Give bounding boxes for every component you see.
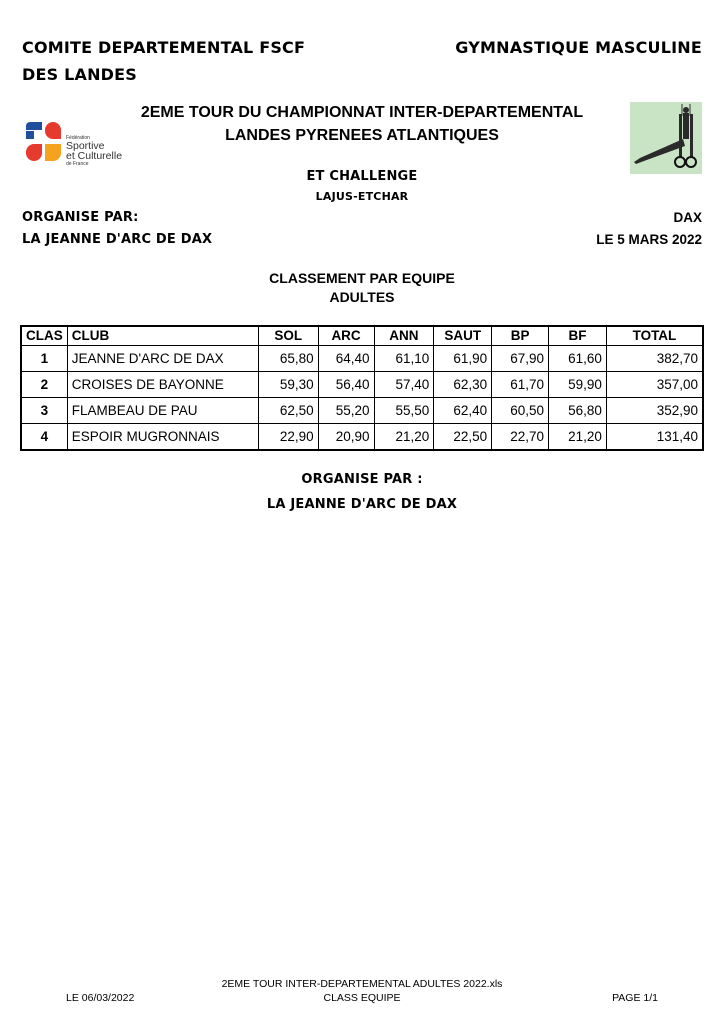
rank-cell: 3 xyxy=(21,398,67,424)
table-header-row xyxy=(21,326,703,346)
logo-text: Fédération Sportive et Culturelle de France xyxy=(66,135,123,167)
column-header-bf: BF xyxy=(549,326,607,346)
committee-name-line1: COMITE DEPARTEMENTAL FSCF xyxy=(22,38,306,57)
bp-cell: 67,90 xyxy=(492,346,549,372)
club-cell: ESPOIR MUGRONNAIS xyxy=(67,424,258,451)
table-row xyxy=(21,398,703,424)
challenge-name: LAJUS-ETCHAR xyxy=(315,190,409,203)
ann-cell: 21,20 xyxy=(374,424,434,451)
ann-cell: 55,50 xyxy=(374,398,434,424)
bf-cell: 61,60 xyxy=(549,346,607,372)
table-row xyxy=(21,372,703,398)
rank-cell: 1 xyxy=(21,346,67,372)
column-header-ann: ANN xyxy=(374,326,434,346)
arc-cell: 56,40 xyxy=(318,372,374,398)
arc-cell: 20,90 xyxy=(318,424,374,451)
column-header-club: CLUB xyxy=(67,326,258,346)
bottom-organizer-name: LA JEANNE D'ARC DE DAX xyxy=(266,497,458,512)
bf-cell: 21,20 xyxy=(549,424,607,451)
bf-cell: 59,90 xyxy=(549,372,607,398)
footer-filename: 2EME TOUR INTER-DEPARTEMENTAL ADULTES 2022.xls xyxy=(221,978,503,990)
event-date: LE 5 MARS 2022 xyxy=(596,232,702,247)
table-row xyxy=(21,346,703,372)
organizer-label: ORGANISE PAR: xyxy=(22,210,139,225)
sol-cell: 65,80 xyxy=(258,346,318,372)
club-cell: CROISES DE BAYONNE xyxy=(67,372,258,398)
saut-cell: 62,30 xyxy=(434,372,492,398)
total-cell: 382,70 xyxy=(606,346,703,372)
column-header-bp: BP xyxy=(492,326,549,346)
column-header-rank: CLAS xyxy=(21,326,67,346)
ranking-title: CLASSEMENT PAR EQUIPE xyxy=(269,270,455,286)
saut-cell: 22,50 xyxy=(434,424,492,451)
committee-name-line2: DES LANDES xyxy=(22,65,138,84)
organizer-name: LA JEANNE D'ARC DE DAX xyxy=(22,232,213,247)
total-cell: 352,90 xyxy=(606,398,703,424)
arc-cell: 64,40 xyxy=(318,346,374,372)
bp-cell: 60,50 xyxy=(492,398,549,424)
event-city: DAX xyxy=(673,210,702,225)
sol-cell: 62,50 xyxy=(258,398,318,424)
column-header-saut: SAUT xyxy=(434,326,492,346)
ann-cell: 61,10 xyxy=(374,346,434,372)
sol-cell: 59,30 xyxy=(258,372,318,398)
club-cell: FLAMBEAU DE PAU xyxy=(67,398,258,424)
total-cell: 357,00 xyxy=(606,372,703,398)
bp-cell: 61,70 xyxy=(492,372,549,398)
team-ranking-table xyxy=(20,325,704,451)
table-row xyxy=(21,424,703,451)
bp-cell: 22,70 xyxy=(492,424,549,451)
ann-cell: 57,40 xyxy=(374,372,434,398)
arc-cell: 55,20 xyxy=(318,398,374,424)
column-header-total: TOTAL xyxy=(606,326,703,346)
championship-region: LANDES PYRENEES ATLANTIQUES xyxy=(225,127,499,144)
bottom-organizer-label: ORGANISE PAR : xyxy=(301,472,423,487)
saut-cell: 62,40 xyxy=(434,398,492,424)
club-cell: JEANNE D'ARC DE DAX xyxy=(67,346,258,372)
footer-sheet: CLASS EQUIPE xyxy=(323,992,401,1004)
bf-cell: 56,80 xyxy=(549,398,607,424)
rank-cell: 2 xyxy=(21,372,67,398)
footer-page: PAGE 1/1 xyxy=(612,992,658,1004)
total-cell: 131,40 xyxy=(606,424,703,451)
challenge-label: ET CHALLENGE xyxy=(306,169,418,184)
sol-cell: 22,90 xyxy=(258,424,318,451)
ranking-category: ADULTES xyxy=(329,289,395,305)
footer-date: LE 06/03/2022 xyxy=(66,992,135,1004)
rank-cell: 4 xyxy=(21,424,67,451)
discipline-title: GYMNASTIQUE MASCULINE xyxy=(455,38,702,57)
column-header-arc: ARC xyxy=(318,326,374,346)
column-header-sol: SOL xyxy=(258,326,318,346)
championship-title: 2EME TOUR DU CHAMPIONNAT INTER-DEPARTEMENTAL xyxy=(140,104,584,121)
saut-cell: 61,90 xyxy=(434,346,492,372)
